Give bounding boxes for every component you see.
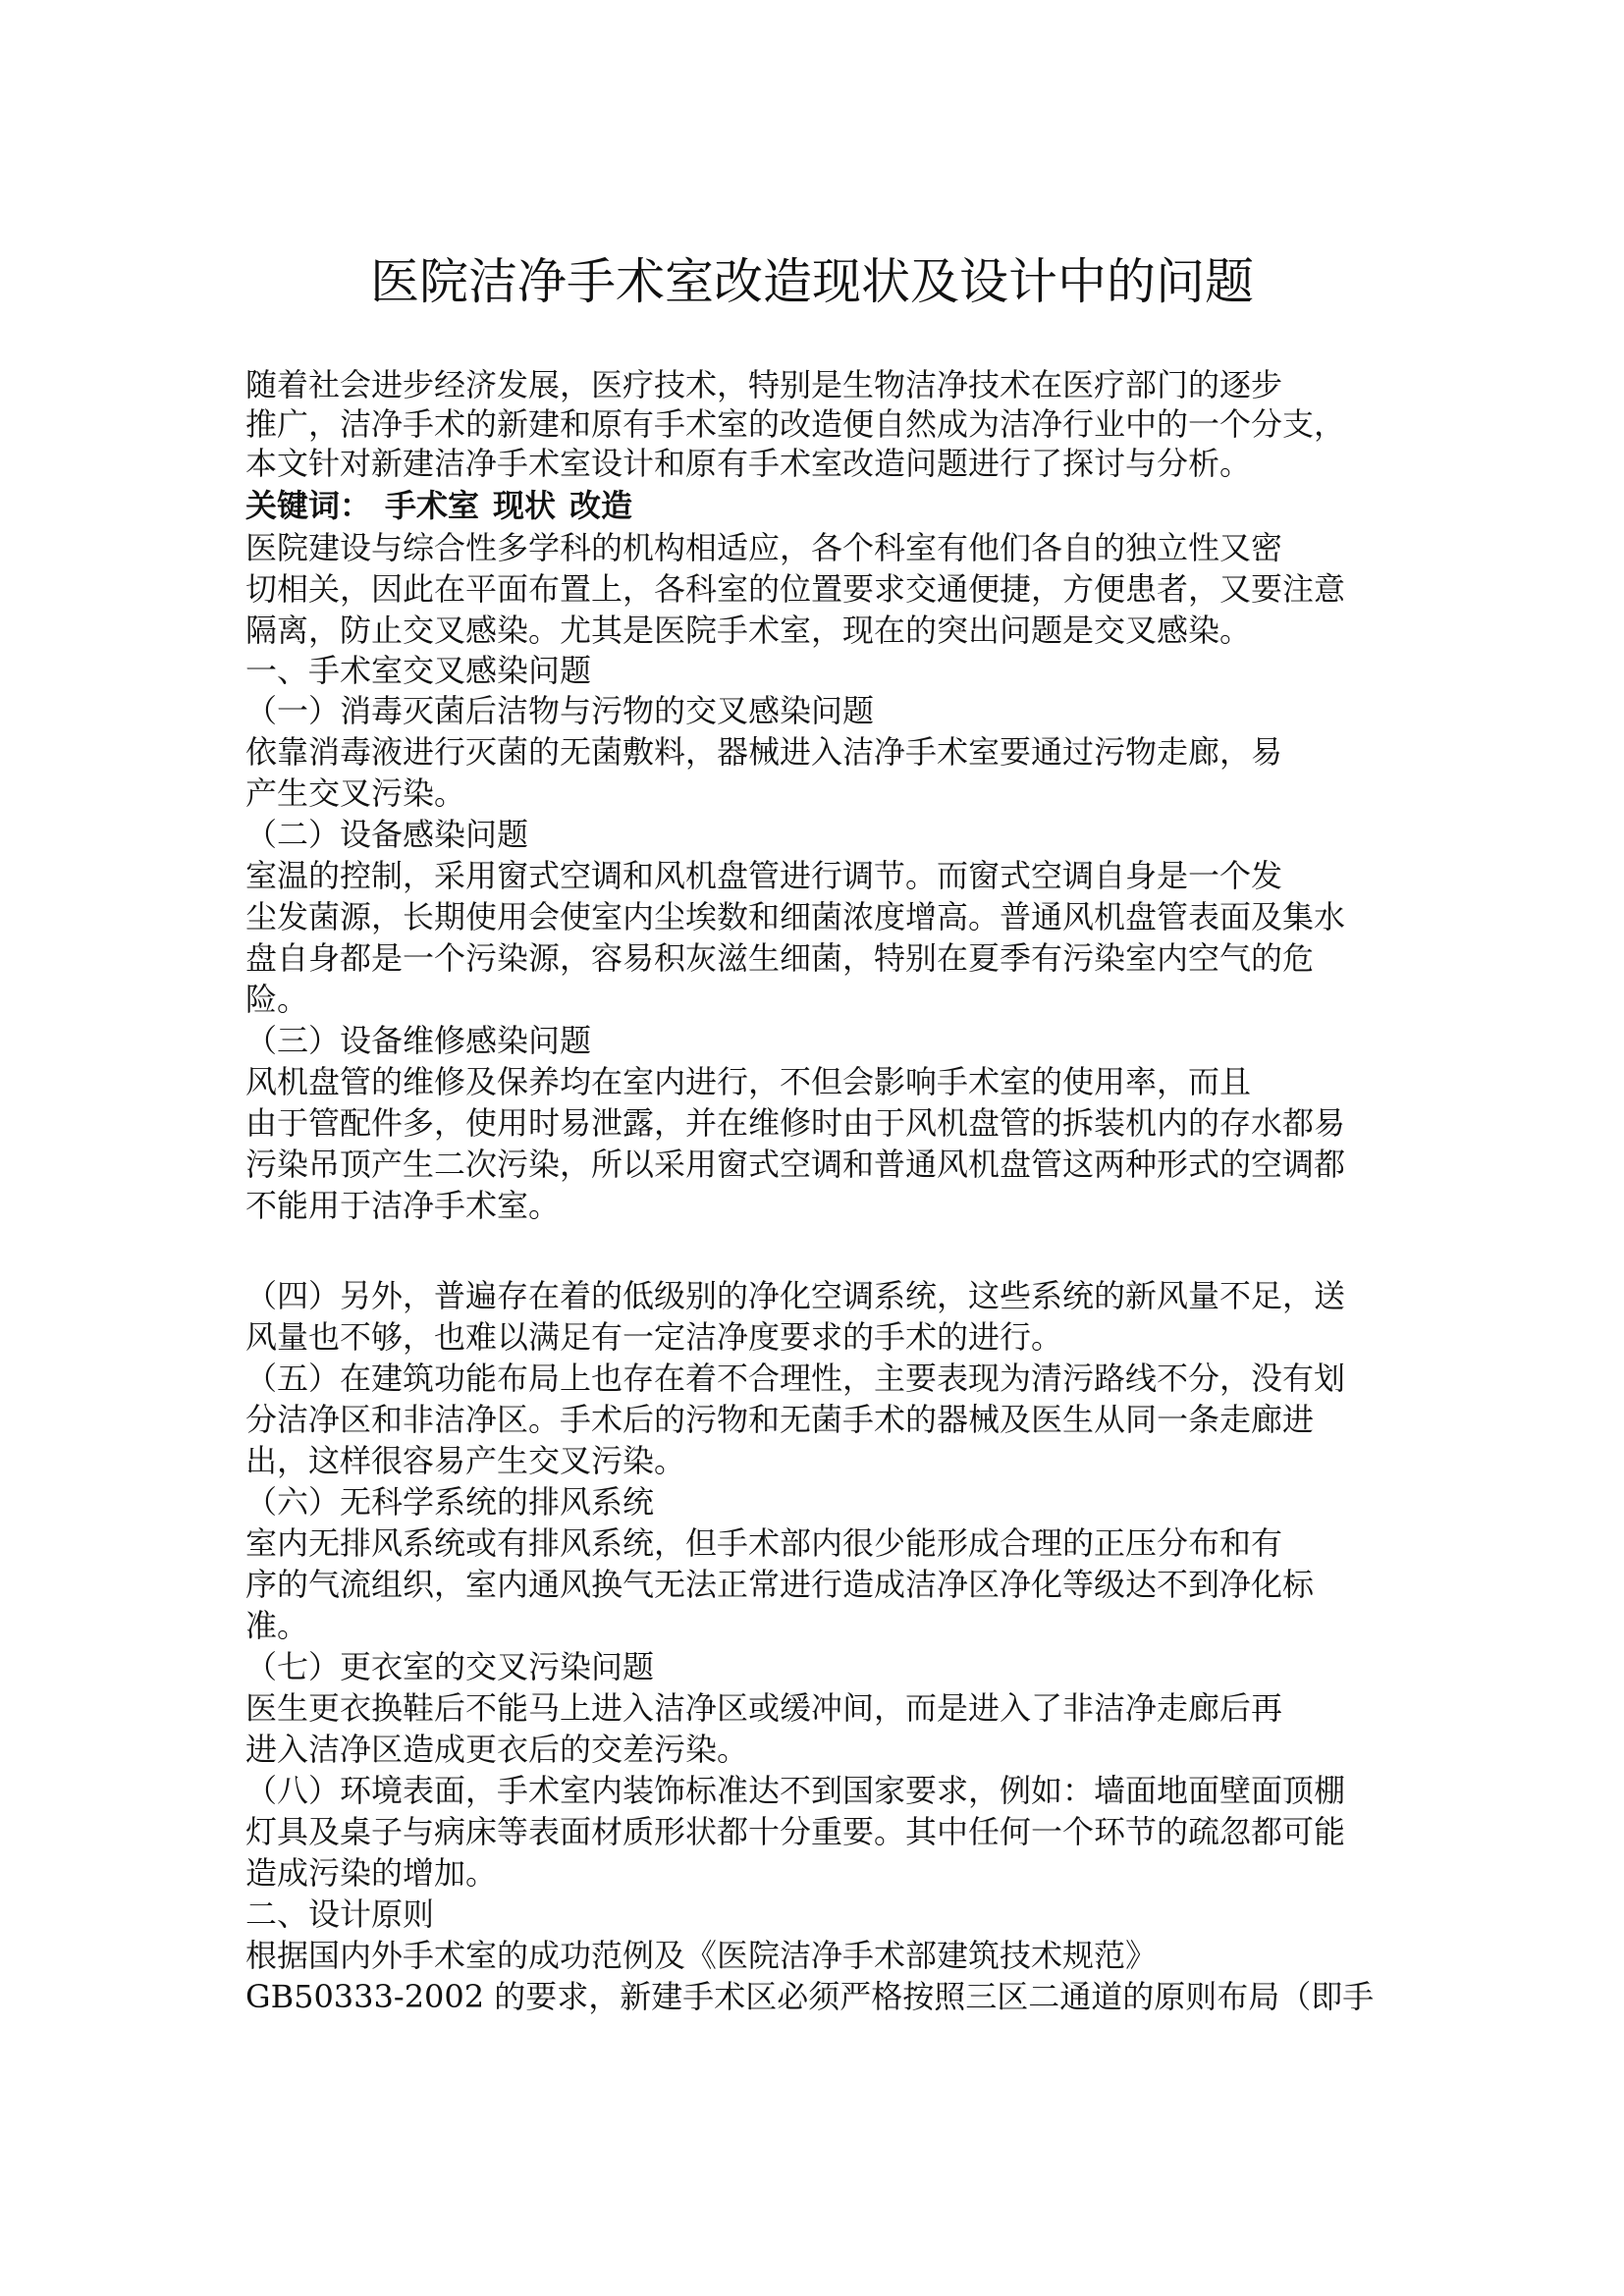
subsection-heading: （二）设备感染问题	[245, 816, 529, 853]
body-line: 产生交叉污染。	[245, 774, 466, 812]
body-line: 进入洁净区造成更衣后的交差污染。	[245, 1731, 749, 1768]
body-line: 不能用于洁净手术室。	[245, 1187, 561, 1224]
document-title: 医院洁净手术室改造现状及设计中的问题	[370, 253, 1254, 310]
body-line: 风机盘管的维修及保养均在室内进行，不但会影响手术室的使用率，而且	[245, 1063, 1252, 1100]
body-line: 盘自身都是一个污染源，容易积灰滋生细菌，特别在夏季有污染室内空气的危	[245, 939, 1315, 977]
keyword: 现状	[493, 487, 557, 524]
body-line: 医生更衣换鞋后不能马上进入洁净区或缓冲间，而是进入了非洁净走廊后再	[245, 1689, 1283, 1727]
body-line: 序的气流组织，室内通风换气无法正常进行造成洁净区净化等级达不到净化标	[245, 1566, 1315, 1603]
body-line: 尘发菌源，长期使用会使室内尘埃数和细菌浓度增高。普通风机盘管表面及集水	[245, 898, 1346, 935]
subsection-heading: （六）无科学系统的排风系统	[245, 1483, 655, 1521]
body-line: 由于管配件多，使用时易泄露，并在维修时由于风机盘管的拆装机内的存水都易	[245, 1104, 1346, 1142]
body-line: 医院建设与综合性多学科的机构相适应，各个科室有他们各自的独立性又密	[245, 529, 1283, 566]
keywords-label: 关键词：	[245, 487, 372, 524]
body-line: 造成污染的增加。	[245, 1854, 498, 1892]
subsection-heading: （一）消毒灭菌后洁物与污物的交叉感染问题	[245, 692, 875, 729]
keyword: 改造	[569, 487, 633, 524]
subsection-line: （八）环境表面，手术室内装饰标准达不到国家要求，例如：墙面地面壁面顶棚	[245, 1772, 1346, 1809]
body-line: 准。	[245, 1607, 309, 1644]
body-line: GB50333-2002 的要求，新建手术区必须严格按照三区二通道的原则布局（即手	[245, 1978, 1375, 2015]
section-heading: 一、手术室交叉感染问题	[245, 652, 592, 689]
body-line: 切相关，因此在平面布置上，各科室的位置要求交通便捷，方便患者，又要注意	[245, 570, 1346, 608]
body-line: 风量也不够，也难以满足有一定洁净度要求的手术的进行。	[245, 1318, 1063, 1356]
body-line: 依靠消毒液进行灭菌的无菌敷料，器械进入洁净手术室要通过污物走廊，易	[245, 733, 1283, 771]
body-line: 污染吊顶产生二次污染，所以采用窗式空调和普通风机盘管这两种形式的空调都	[245, 1146, 1346, 1183]
subsection-heading: （七）更衣室的交叉污染问题	[245, 1648, 655, 1685]
body-line: 推广，洁净手术的新建和原有手术室的改造便自然成为洁净行业中的一个分支，	[245, 405, 1346, 443]
body-line: 灯具及桌子与病床等表面材质形状都十分重要。其中任何一个环节的疏忽都可能	[245, 1813, 1346, 1850]
body-line: 险。	[245, 981, 309, 1018]
keyword: 手术室	[385, 487, 480, 524]
body-line: 分洁净区和非洁净区。手术后的污物和无菌手术的器械及医生从同一条走廊进	[245, 1401, 1315, 1438]
body-line: 根据国内外手术室的成功范例及《医院洁净手术部建筑技术规范》	[245, 1937, 1158, 1974]
body-line: 隔离，防止交叉感染。尤其是医院手术室，现在的突出问题是交叉感染。	[245, 612, 1252, 649]
subsection-line: （四）另外，普遍存在着的低级别的净化空调系统，这些系统的新风量不足，送	[245, 1277, 1346, 1314]
body-line: 本文针对新建洁净手术室设计和原有手术室改造问题进行了探讨与分析。	[245, 445, 1252, 482]
subsection-heading: （三）设备维修感染问题	[245, 1022, 592, 1059]
section-heading: 二、设计原则	[245, 1896, 435, 1933]
body-line: 出，这样很容易产生交叉污染。	[245, 1442, 686, 1479]
body-line: 室温的控制，采用窗式空调和风机盘管进行调节。而窗式空调自身是一个发	[245, 857, 1283, 894]
subsection-line: （五）在建筑功能布局上也存在着不合理性，主要表现为清污路线不分，没有划	[245, 1360, 1346, 1397]
body-line: 室内无排风系统或有排风系统，但手术部内很少能形成合理的正压分布和有	[245, 1524, 1283, 1562]
body-line: 随着社会进步经济发展，医疗技术，特别是生物洁净技术在医疗部门的逐步	[245, 366, 1283, 403]
keywords-line	[245, 486, 646, 525]
